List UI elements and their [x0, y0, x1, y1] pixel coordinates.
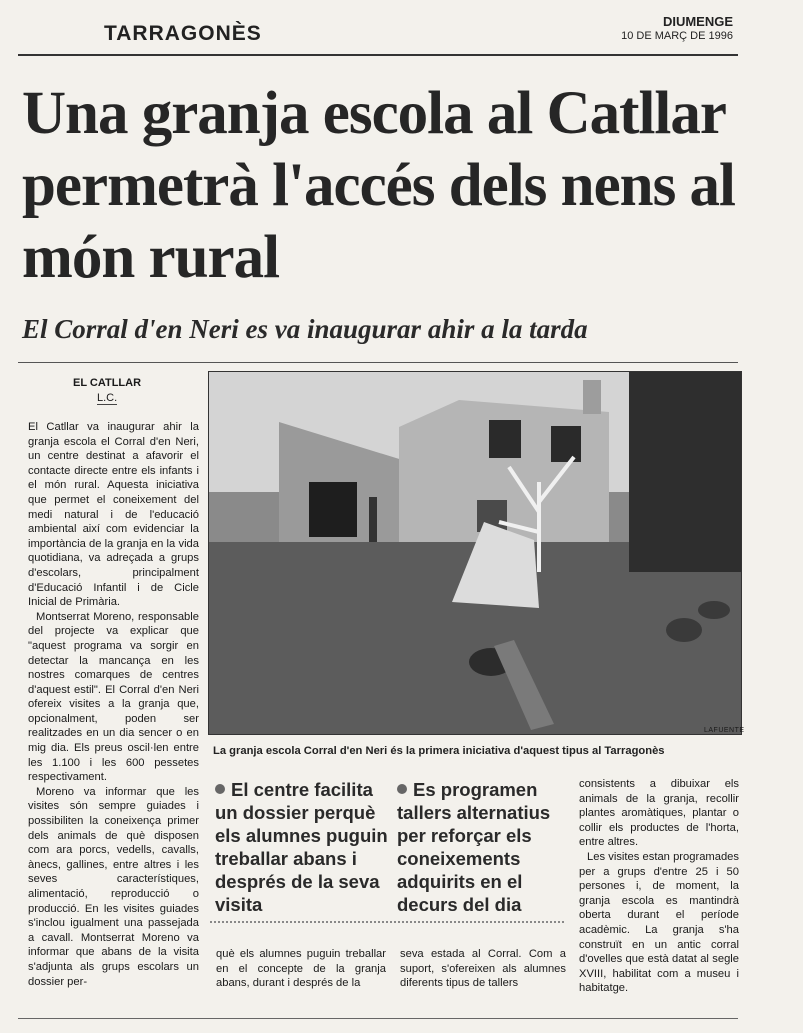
paragraph: consistents a dibuixar els animals de la granja, recollir plantes aromàtiques, plantar o collir els productes de l'horta, entre altres.: [579, 778, 739, 849]
body-column-middle-b: [400, 947, 566, 991]
bullet-icon: [397, 784, 407, 794]
article-subhead: El Corral d'en Neri es va inaugurar ahir a la tarda: [22, 314, 588, 344]
footer-rule: [18, 1018, 738, 1019]
subhead-rule: [18, 362, 738, 363]
pull-quote-divider: [210, 921, 564, 923]
body-column-middle-a: [216, 947, 386, 991]
paragraph: què els alumnes puguin treballar en el concepte de la granja abans, durant i després de la: [216, 948, 386, 990]
pull-quote: [215, 778, 393, 916]
pull-quote-text: Es programen tallers alternatius per reforçar els coneixements adquirits en el decurs del dia: [397, 779, 551, 915]
paragraph: seva estada al Corral. Com a suport, s'ofereixen als alumnes diferents tipus de tallers: [400, 948, 566, 990]
issue-date: 10 DE MARÇ DE 1996: [621, 30, 733, 42]
header-rule: [18, 54, 738, 56]
paragraph: Montserrat Moreno, responsable del projecte va explicar que "aquest programa va sorgir en detectar la mancança en les nostres comarques de centres d'aquest estil". El Corral d'en Neri ofereix visites a la granja que, opcionalment, poden ser realitzades en un dia sencer o en mig dia. Els preus oscil·len entre les 1.100 i les 600 pessetes respectivament.: [28, 610, 199, 784]
paragraph: Moreno va informar que les visites són sempre guiades i possibiliten la coneixença primer dels animals de què disposen com ara porcs, vedells, cavalls, ànecs, gallines, entre altres i les seves característiques, alimentació, reproducció o producció. En les visites guiades s'inclou igualment una passejada a cavall. Montserrat Moreno va informar que abans de la visita s'adjunta als grups escolars un dossier per-: [28, 785, 199, 988]
article-photo: [208, 371, 742, 735]
dateline-location: EL CATLLAR: [73, 377, 142, 389]
photo-credit: LAFUENTE: [704, 727, 745, 734]
issue-day: DIUMENGE: [662, 14, 733, 29]
paragraph: Les visites estan programades per a grups d'entre 25 i 50 persones i, de moment, la granja escola es mantindrà oberta durant el període acadèmic. La granja s'ha construït en un antic corral d'ovelles que està datat al segle XVIII, habilitat com a museu i habitatge.: [579, 850, 739, 995]
farm-photo-illustration: [209, 372, 741, 734]
photo-caption: La granja escola Corral d'en Neri és la primera iniciativa d'aquest tipus al Tarragonès: [213, 745, 665, 757]
pull-quote: [397, 778, 567, 916]
body-column-right: [579, 777, 739, 996]
body-column-left: [28, 420, 199, 989]
article-headline: Una granja escola al Catllar permetrà l'accés dels nens al món rural: [22, 80, 736, 291]
section-name: TARRAGONÈS: [104, 22, 262, 45]
bullet-icon: [215, 784, 225, 794]
author-byline: L.C.: [97, 392, 118, 404]
pull-quote-text: El centre facilita un dossier perquè els alumnes puguin treballar abans i després de la seva visita: [215, 779, 388, 915]
paragraph: El Catllar va inaugurar ahir la granja escola el Corral d'en Neri, un centre destinat a afavorir el contacte directe entre els infants i el món rural. Aquesta iniciativa que permet el coneixement del medi natural i de l'educació ambiental així com evidenciar la importància de la granja en la vida quotidiana, va adreçada a grups d'escolars, principalment d'Educació Infantil i de Cicle Inicial de Primària.: [28, 421, 199, 609]
